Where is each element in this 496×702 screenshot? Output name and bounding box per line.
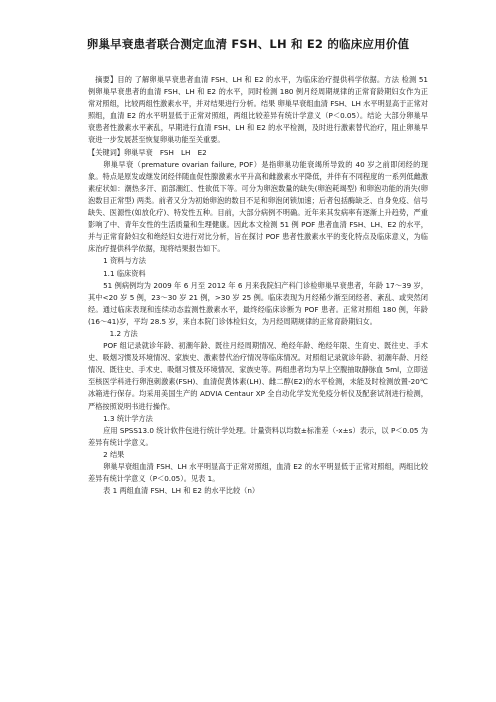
- paper-body: [88, 74, 428, 497]
- statistics-paragraph: 应用 SPSS13.0 统计软件包进行统计学处理。计量资料以均数±标准差（-x±s）表示，以 P＜0.05 为差异有统计学意义。: [88, 425, 428, 447]
- section-heading-2: 2 结果: [103, 449, 125, 459]
- keywords-line: 【关键词】卵巢早衰 FSH LH E2: [88, 147, 207, 157]
- paper-title: 卵巢早衰患者联合测定血清 FSH、LH 和 E2 的临床应用价值: [86, 37, 410, 51]
- subsection-heading-1-1: 1.1 临床资料: [103, 268, 146, 278]
- methods-paragraph: POF 组记录就诊年龄、初潮年龄、既往月经周期情况、绝经年龄、绝经年限、生育史、既往史、手术史、吸烟习惯及环境情况、家族史、激素替代治疗情况等临床情况。对照组记录就诊年龄、初潮年龄、月经情况、既往史、手术史、吸烟习惯及环境情况、家族史等。两组患者均为早上空腹抽取静脉血 5ml，立即送至核医学科进行卵泡刺激素(FSH)、血清促黄体素(LH)、雌二醇(E2)的水平检测，未能及时检测放置-20℃冰箱进行保存。均采用美国生产的 ADVIA Centaur XP 全自动化学发光免疫分析仪及配套试剂进行检测，严格按照说明书进行操作。: [88, 341, 428, 411]
- results-paragraph: 卵巢早衰组血清 FSH、LH 水平明显高于正常对照组，血清 E2 的水平明显低于正常对照组，两组比较差异有统计学意义（P＜0.05）。见表 1。: [88, 462, 428, 484]
- clinical-data-paragraph: 51 例病例均为 2009 年 6 月至 2012 年 6 月来我院妇产科门诊检卵巢早衰患者，年龄 17～39 岁，其中<20 岁 5 例，23～30 岁 21 例，>30 岁 25 例。临床表现为月经稀少渐至闭经者、紊乱、或突然闭经。通过临床表现和连续动态监测性激素水平，最终经临床诊断为 POF 患者。正常对照组 180 例，年龄(16～41)岁，平均 28.5 岁，来自本院门诊体检妇女，为月经周期规律的正常育龄期妇女。: [88, 280, 428, 326]
- subsection-heading-1-3: 1.3 统计学方法: [103, 413, 153, 423]
- section-heading-1: 1 资料与方法: [103, 256, 146, 266]
- subsection-heading-1-2: 1.2 方法: [109, 328, 138, 338]
- table-caption: 表 1 两组血清 FSH、LH 和 E2 的水平比较（n）: [103, 486, 260, 496]
- intro-paragraph: 卵巢早衰（premature ovarian failure, POF）是指卵巢功能衰竭所导致的 40 岁之前即闭经的现象。特点是原发或继发闭经伴随血促性腺激素水平升高和雌激素水平降低，并伴有不同程度的一系列低雌激素症状如：潮热多汗、面部潮红、性欲低下等。可分为卵泡数量的缺失(卵泡耗竭型) 和卵泡功能的消失(卵泡数目正常型) 两类。前者又分为初始卵泡的数目不足和卵泡闭锁加速；后者包括酶缺乏、自身免疫、信号缺失、医源性(如放化疗)、特发性五种。目前，大部分病例不明确。近年来其发病率有逐渐上升趋势，严重影响了中、青年女性的生活质量和生理健康。因此本文检测 51 例 POF 患者血清 FSH、LH、E2 的水平，并与正常育龄妇女和绝经妇女进行对比分析，旨在探讨 POF 患者性激素水平的变化特点及临床意义，为临床治疗提供科学依据，现将结果报告如下。: [88, 159, 428, 254]
- abstract-paragraph: 摘要】目的 了解卵巢早衰患者血清 FSH、LH 和 E2 的水平，为临床治疗提供科学依据。方法 检测 51 例卵巢早衰患者的血清 FSH、LH 和 E2 的水平，同时检测 180 例月经周期规律的正常育龄期妇女作为正常对照组，比较两组性激素水平，并对结果进行分析。结果 卵巢早衰组血清 FSH、LH 水平明显高于正常对照组，血清 E2 的水平明显低于正常对照组，两组比较差异有统计学意义（P＜0.05）。结论 大部分卵巢早衰患者性激素水平紊乱，早期进行血清 FSH、LH 和 E2 的水平检测，及时进行激素替代治疗，阻止卵巢早衰进一步发展甚至恢复卵巢功能至关重要。: [88, 75, 428, 145]
